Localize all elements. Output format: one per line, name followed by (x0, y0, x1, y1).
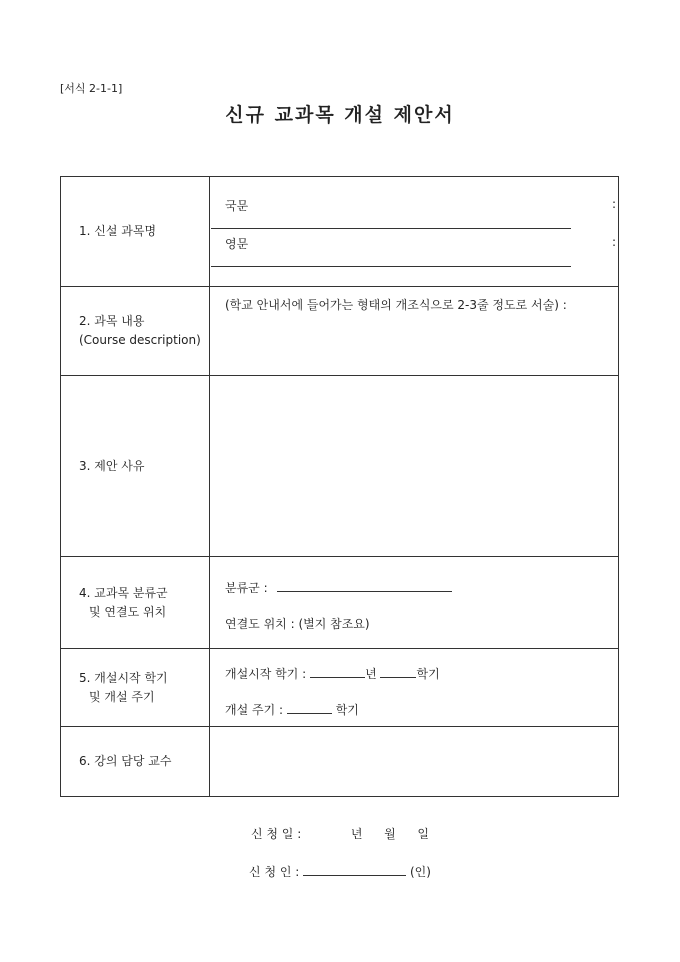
proposal-reason-field[interactable] (211, 376, 618, 556)
start-semester-field-label: 개설시작 학기 : (225, 667, 307, 681)
category-label: 4. 교과목 분류군 (79, 585, 168, 600)
start-year-field[interactable] (310, 665, 365, 678)
row-professor (61, 727, 618, 796)
english-name-label: 영문 (225, 237, 249, 251)
date-year: 년 (350, 827, 363, 841)
korean-name-colon: : (611, 197, 616, 211)
course-description-label-en: (Course description) (79, 333, 201, 347)
start-semester-label-2: 및 개설 주기 (89, 689, 155, 704)
date-label: 신 청 일 : (250, 827, 302, 841)
page-title: 신규 교과목 개설 제안서 (225, 104, 455, 126)
professor-field[interactable] (211, 727, 618, 796)
course-name-label: 1. 신설 과목명 (79, 224, 157, 238)
row-course-description (61, 287, 618, 376)
description-instruction: (학교 안내서에 들어가는 형태의 개조식으로 2-3줄 정도로 서술) : (225, 298, 567, 312)
row-label (61, 376, 210, 556)
category-label-2: 및 연결도 위치 (89, 604, 167, 619)
english-name-colon: : (611, 235, 616, 249)
start-semester-field[interactable] (380, 665, 416, 678)
date-month: 월 (384, 827, 396, 841)
course-description-label: 2. 과목 내용 (79, 314, 145, 328)
application-date (0, 825, 680, 842)
row-start-semester (61, 649, 618, 727)
applicant-field[interactable] (303, 863, 406, 876)
start-semester-content (211, 649, 618, 726)
proposal-reason-label: 3. 제안 사유 (79, 458, 145, 473)
date-day: 일 (417, 827, 429, 841)
category-field[interactable] (277, 591, 452, 592)
row-label (61, 557, 210, 648)
cycle-field-label: 개설 주기 : (225, 703, 284, 717)
row-category (61, 557, 618, 649)
category-field-label: 분류군 : (225, 581, 268, 595)
english-name-field[interactable] (211, 266, 571, 267)
applicant-label: 신 청 인 : (249, 865, 300, 879)
course-description-field[interactable] (211, 287, 618, 375)
row-label (61, 177, 210, 286)
korean-name-label: 국문 (225, 199, 249, 213)
course-name-content (211, 177, 618, 286)
semester-unit: 학기 (416, 667, 440, 681)
year-unit: 년 (365, 667, 377, 681)
row-label (61, 649, 210, 726)
cycle-field[interactable] (287, 701, 332, 714)
row-proposal-reason (61, 376, 618, 557)
korean-name-field[interactable] (211, 228, 571, 229)
form-code: [서식 2-1-1] (60, 82, 123, 95)
start-semester-line (225, 665, 440, 682)
row-label (61, 287, 210, 375)
start-semester-label: 5. 개설시작 학기 (79, 670, 168, 685)
proposal-form-table (60, 176, 619, 797)
row-course-name (61, 177, 618, 287)
cycle-unit: 학기 (335, 703, 359, 717)
applicant (0, 863, 680, 880)
category-content (211, 557, 618, 648)
row-label (61, 727, 210, 796)
cycle-line (225, 701, 359, 718)
professor-label: 6. 강의 담당 교수 (79, 754, 172, 768)
seal-mark: (인) (409, 865, 431, 879)
connection-position-label: 연결도 위치 : (별지 참조요) (225, 617, 370, 631)
